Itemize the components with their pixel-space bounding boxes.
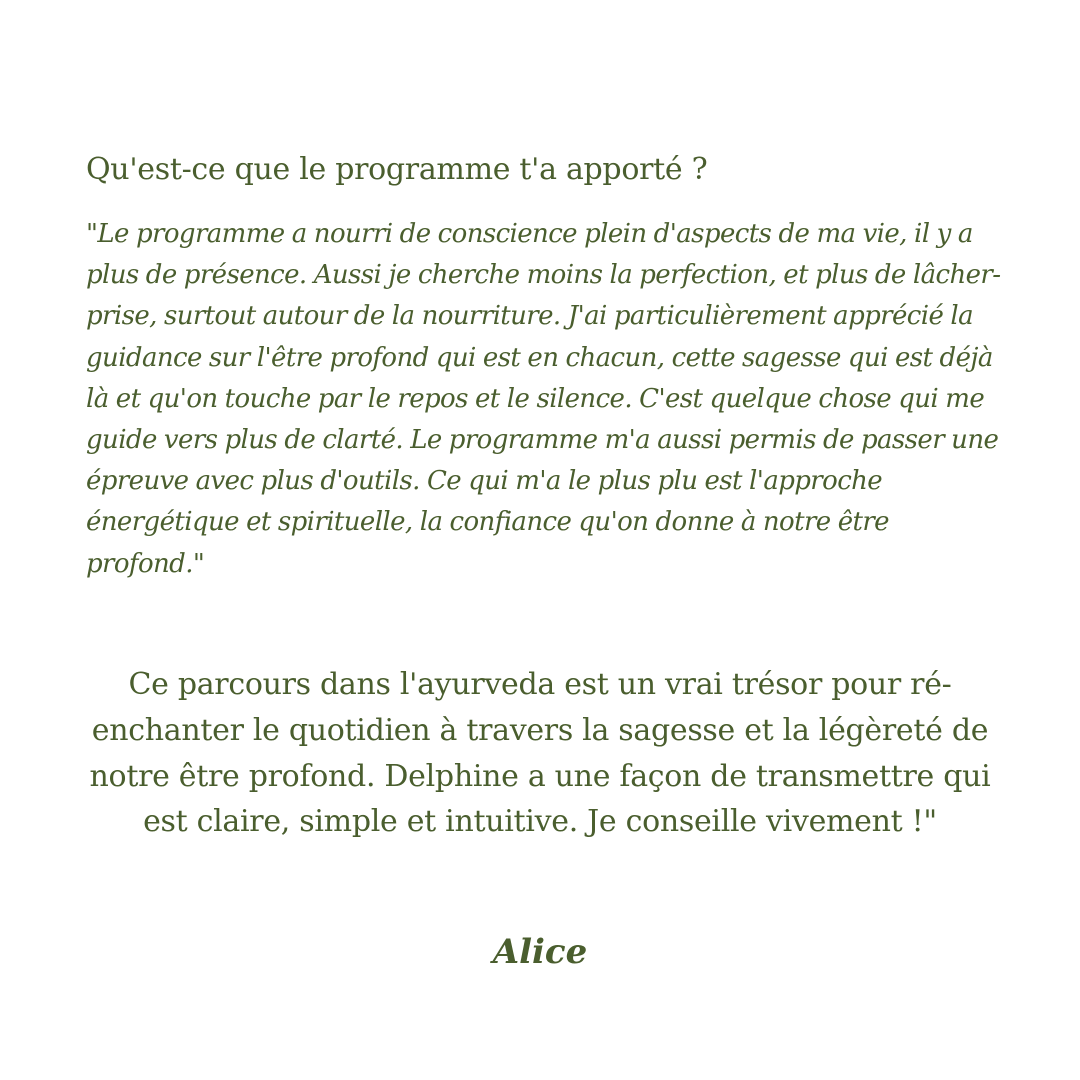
testimonial-summary: Ce parcours dans l'ayurveda est un vrai trésor pour ré-enchanter le quotidien à travers la sagesse et la légèreté de notre être profond. Delphine a une façon de transmettre qui est claire, simple et intuitive. Je conseille vivement !"	[89, 667, 991, 840]
testimonial-author: Alice	[492, 932, 588, 972]
testimonial-question: Qu'est-ce que le programme t'a apporté ?	[86, 152, 708, 187]
testimonial-quote: "Le programme a nourri de conscience plein d'aspects de ma vie, il y a plus de présence. Aussi je cherche moins la perfection, et plus de lâcher-prise, surtout autour de la nourriture. J'ai particulièrement apprécié la guidance sur l'être profond qui est en chacun, cette sagesse qui est déjà là et qu'on touche par le repos et le silence. C'est quelque chose qui me guide vers plus de clarté. Le programme m'a aussi permis de passer une épreuve avec plus d'outils. Ce qui m'a le plus plu est l'approche énergétique et spirituelle, la confiance qu'on donne à notre être profond."	[86, 219, 1001, 579]
